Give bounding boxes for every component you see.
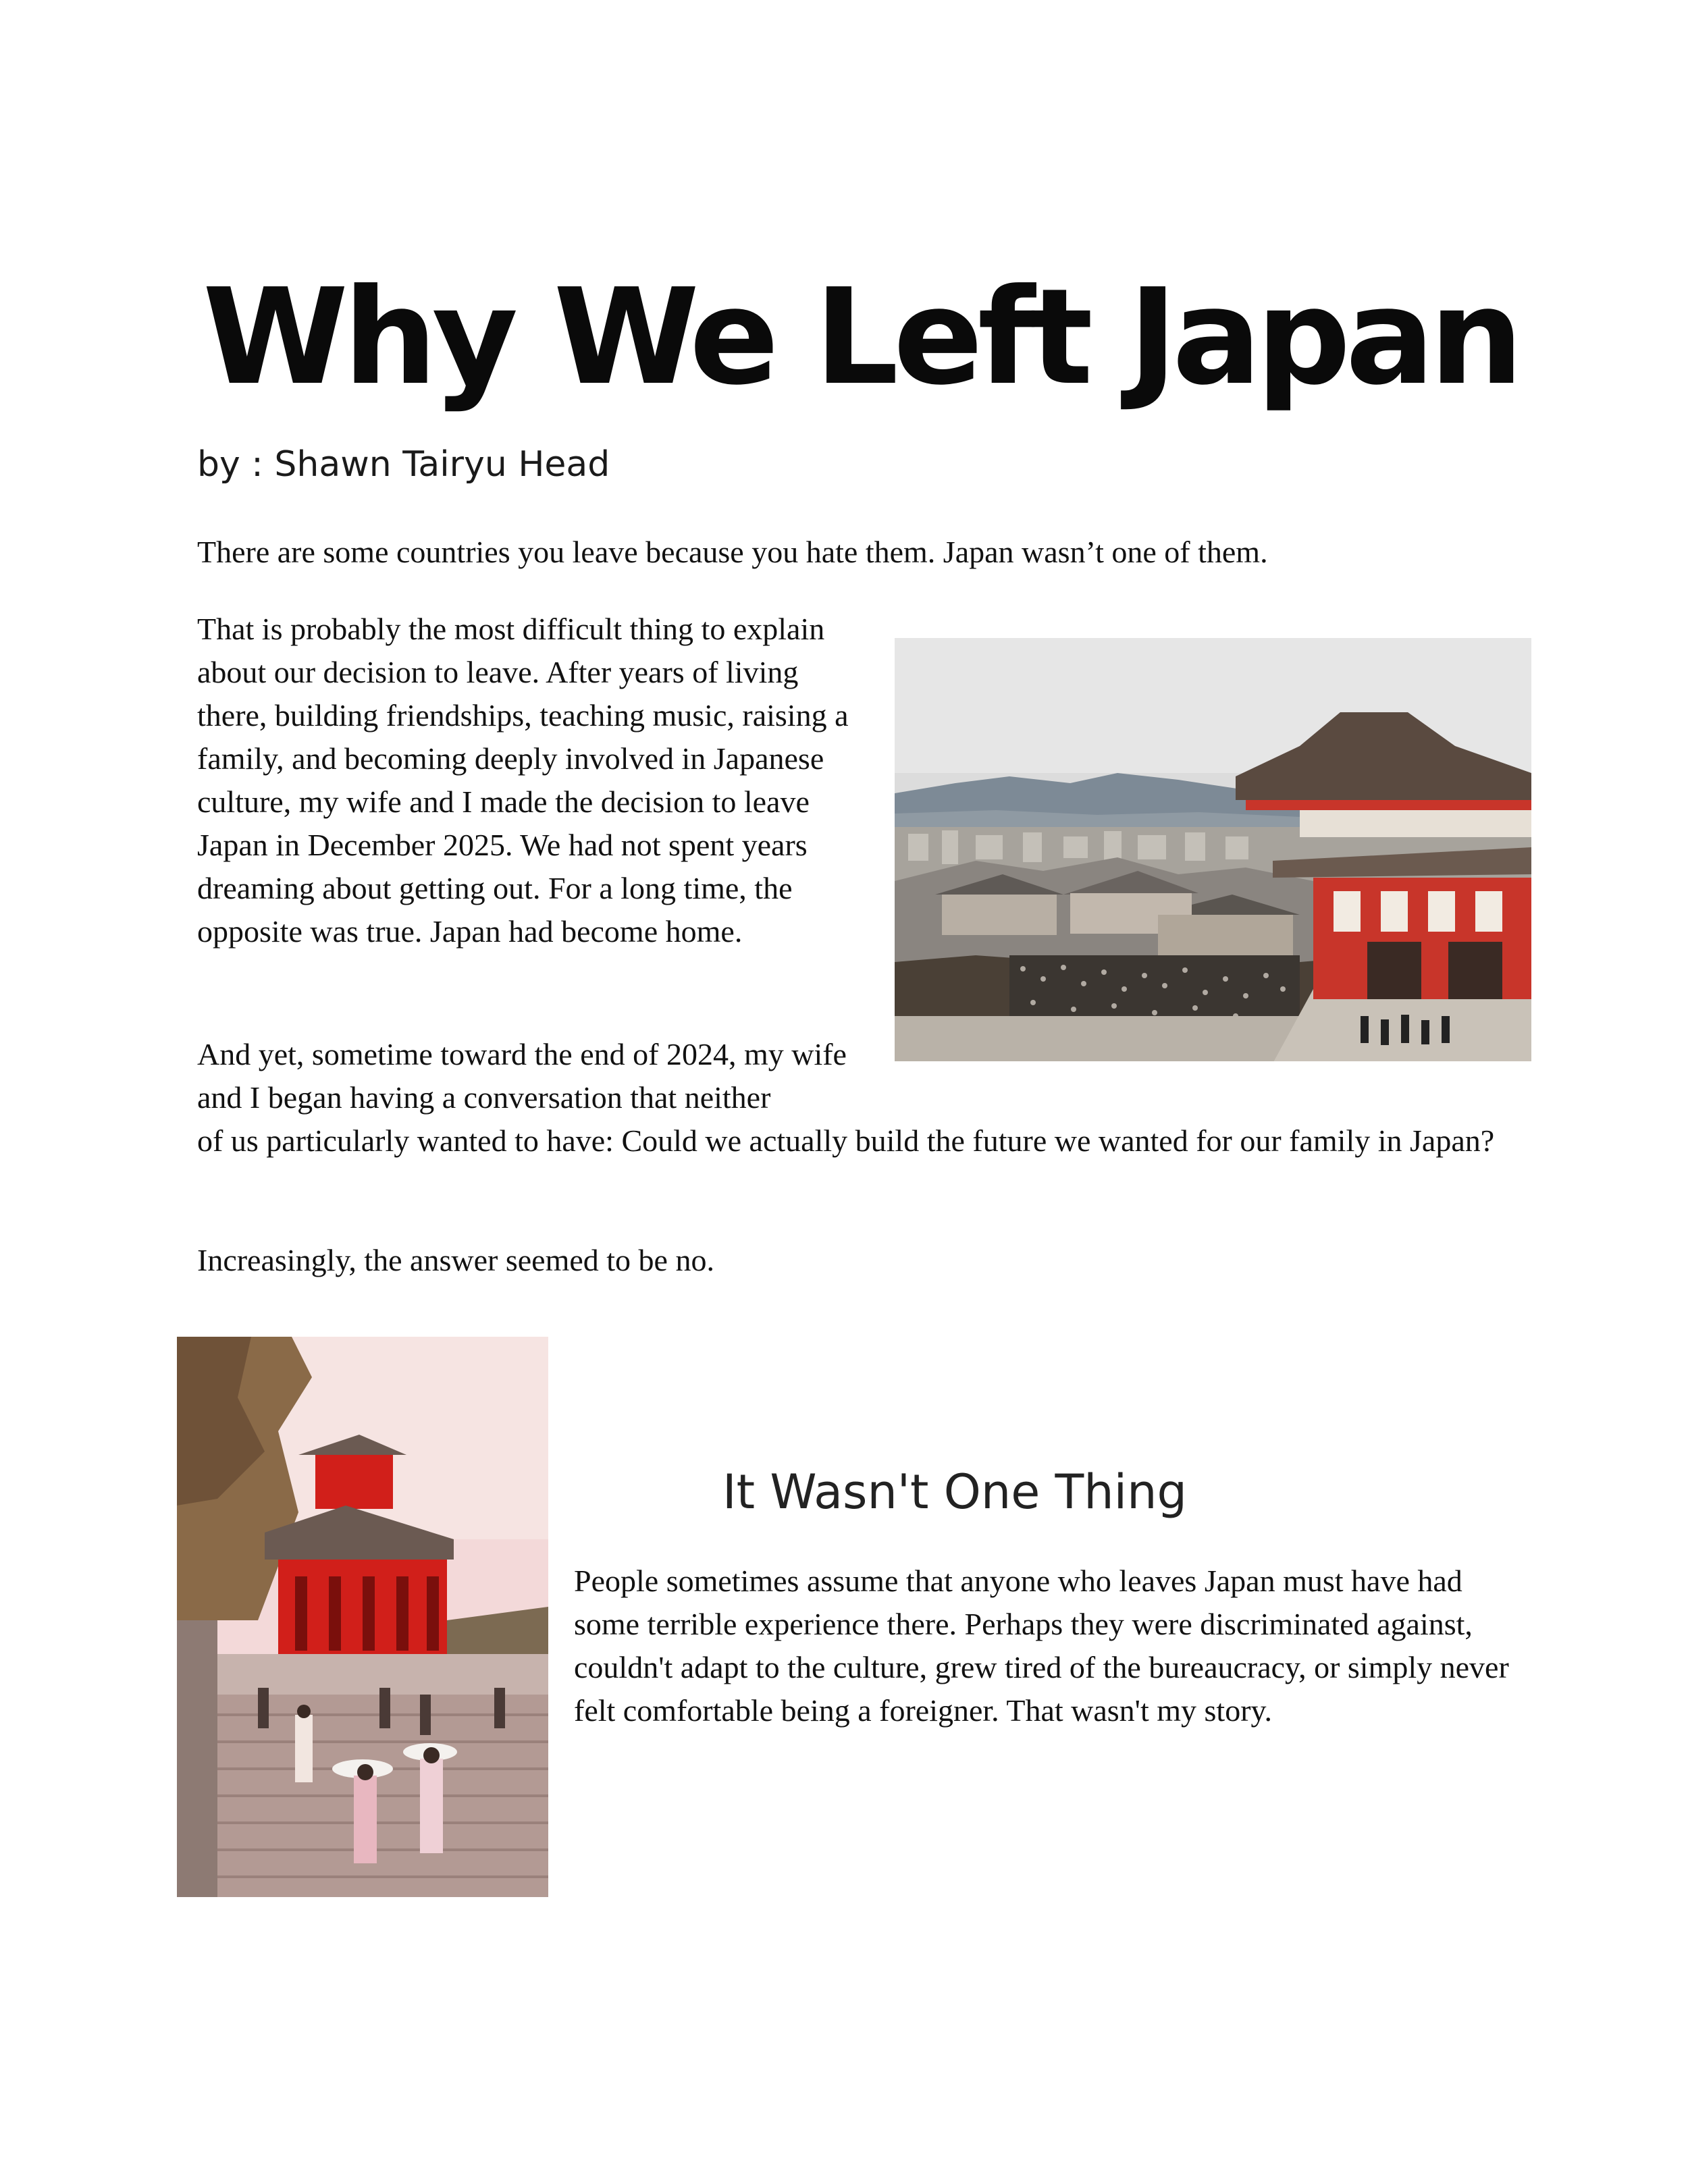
temple-steps-illustration [177,1337,548,1897]
temple-steps-photo [177,1337,548,1897]
paragraph-conversation-rest: of us particularly wanted to have: Could we actually build the future we wanted for our family in Japan? [197,1123,1495,1158]
paragraph-conversation [197,1033,1500,1163]
kyoto-temple-photo [895,638,1531,1061]
paragraph-not-my-story: People sometimes assume that anyone who leaves Japan must have had some terrible experience there. Perhaps they were discriminated against, couldn't adapt to the culture, grew tired of the bureaucracy, or simply never felt comfortable being a foreigner. That wasn't my story. [574,1564,1509,1728]
kyoto-temple-illustration [895,638,1531,1061]
paragraph-answer: Increasingly, the answer seemed to be no. [197,1243,714,1277]
paragraph-conversation-lead: And yet, sometime toward the end of 2024, my wife and I began having a conversation that neither [197,1037,847,1115]
article-byline: by : Shawn Tairyu Head [197,444,610,485]
article-title: Why We Left Japan [203,261,1519,415]
paragraph-decision: That is probably the most difficult thing to explain about our decision to leave. After years of living there, building friendships, teaching music, raising a family, and becoming deeply involved in Japanese culture, my wife and I made the decision to leave Japan in December 2025. We had not spent years dreaming about getting out. For a long time, the opposite was true. Japan had become home. [197,612,849,949]
paragraph-intro: There are some countries you leave because you hate them. Japan wasn’t one of them. [197,535,1268,569]
section-heading: It Wasn't One Thing [722,1464,1187,1520]
